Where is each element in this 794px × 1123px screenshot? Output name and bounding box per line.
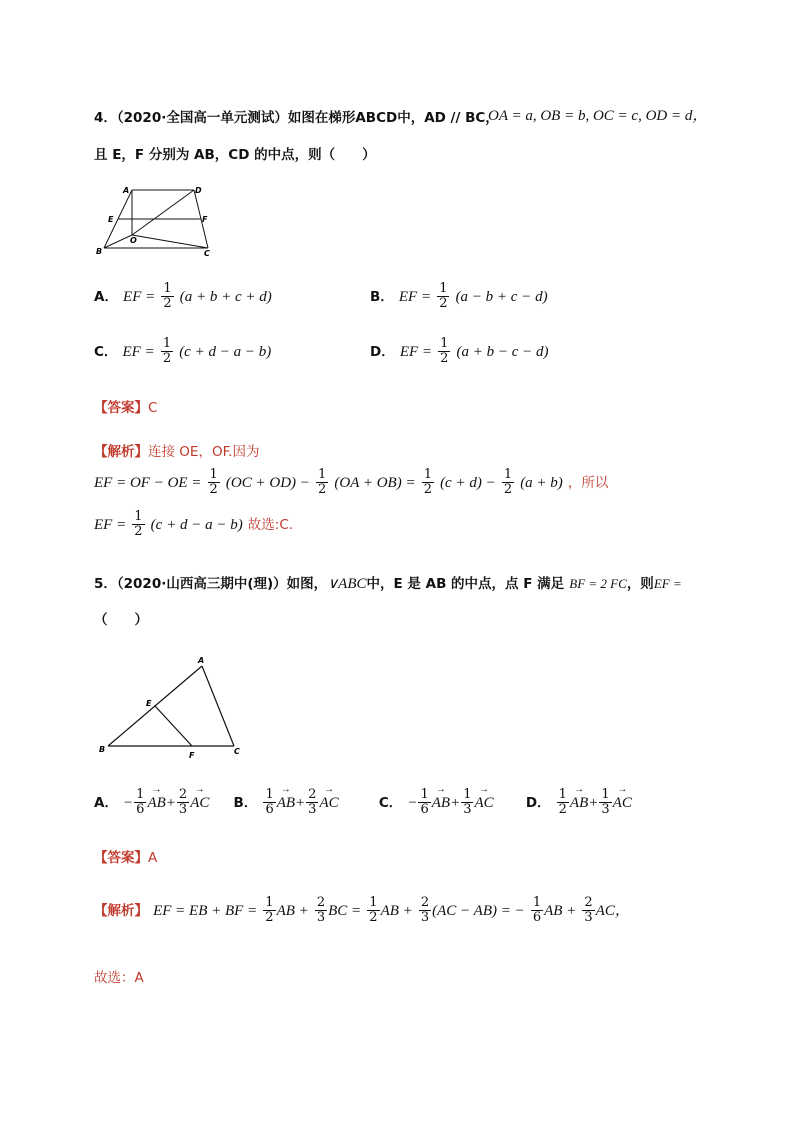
q5-label-b: B — [99, 745, 106, 754]
q4-label-b: B — [96, 247, 103, 256]
q4-label-a: A — [123, 186, 130, 195]
q4-label-f: F — [202, 215, 208, 224]
q5-stem-line2: （ ） — [94, 612, 148, 628]
q4-option-c[interactable]: C． EF = $\frac{1}{2}$ (c + d − a − b) — [94, 336, 272, 366]
q5-label-a: A — [198, 656, 205, 665]
q5-answer: 【答案】A — [94, 850, 158, 866]
q5-triangle-figure — [94, 652, 254, 762]
q4-analysis-line2: EF = OF − OE = $\frac{1}{2}$ (OC + OD) − $\frac{1}{2}$ (OA + OB) = $\frac{1}{2}$ (c + d) − $\frac{1}{2}$ (a + b) ，所以 — [94, 467, 609, 497]
q5-options — [94, 788, 632, 817]
q4-option-b[interactable]: B． EF = $\frac{1}{2}$ (a − b + c − d) — [370, 281, 548, 311]
q5-stem-line1: 5．（2020·山西高三期中(理)）如图，∨ABC中，E 是 AB 的中点，点 F 满足 BF = 2 FC，则EF = — [94, 576, 682, 592]
q5-option-b[interactable]: B． $\frac{1}{6}$ → AB+ $\frac{2}{3}$ → AC — [234, 792, 344, 811]
q4-label-o: O — [130, 236, 137, 245]
q5-option-c[interactable]: C． − $\frac{1}{6}$ → AB+ $\frac{1}{3}$ → AC — [379, 792, 499, 811]
q4-option-d[interactable]: D． EF = $\frac{1}{2}$ (a + b − c − d) — [370, 336, 549, 366]
q4-label-c: C — [204, 249, 210, 258]
q5-label-f: F — [189, 751, 195, 760]
q5-final: 故选：A — [94, 970, 144, 986]
q5-label-e: E — [146, 699, 152, 708]
q5-option-d[interactable]: D． $\frac{1}{2}$ → AB+ $\frac{1}{3}$ → AC — [526, 792, 632, 811]
q4-vector-condition: OA = a, OB = b, OC = c, OD = d， — [488, 108, 708, 124]
q4-option-a[interactable]: A． EF = $\frac{1}{2}$ (a + b + c + d) — [94, 281, 272, 311]
q4-answer: 【答案】C — [94, 400, 158, 416]
q4-analysis-line1: 【解析】连接 OE，OF.因为 — [94, 444, 260, 460]
q5-analysis: 【解析】 EF = EB + BF = $\frac{1}{2}$ AB + $\frac{2}{3}$ BC = $\frac{1}{2}$ AB + $\frac{2}{3}$ (AC − AB) = − $\frac{1}{6}$ AB + $\frac{2}{3}$ AC， — [94, 895, 630, 925]
q4-trapezoid-figure — [94, 182, 214, 262]
q5-option-a[interactable]: A． − $\frac{1}{6}$ → AB+ $\frac{2}{3}$ → AC — [94, 792, 214, 811]
q4-label-d: D — [195, 186, 202, 195]
q4-stem-line1: 4．（2020·全国高一单元测试）如图在梯形ABCD中，AD // BC， — [94, 110, 499, 126]
q5-label-c: C — [234, 747, 240, 756]
q4-stem-line2: 且 E，F 分别为 AB，CD 的中点，则（ ） — [94, 147, 376, 163]
q4-label-e: E — [108, 215, 114, 224]
q4-analysis-line3: EF = $\frac{1}{2}$ (c + d − a − b) 故选:C. — [94, 509, 294, 539]
